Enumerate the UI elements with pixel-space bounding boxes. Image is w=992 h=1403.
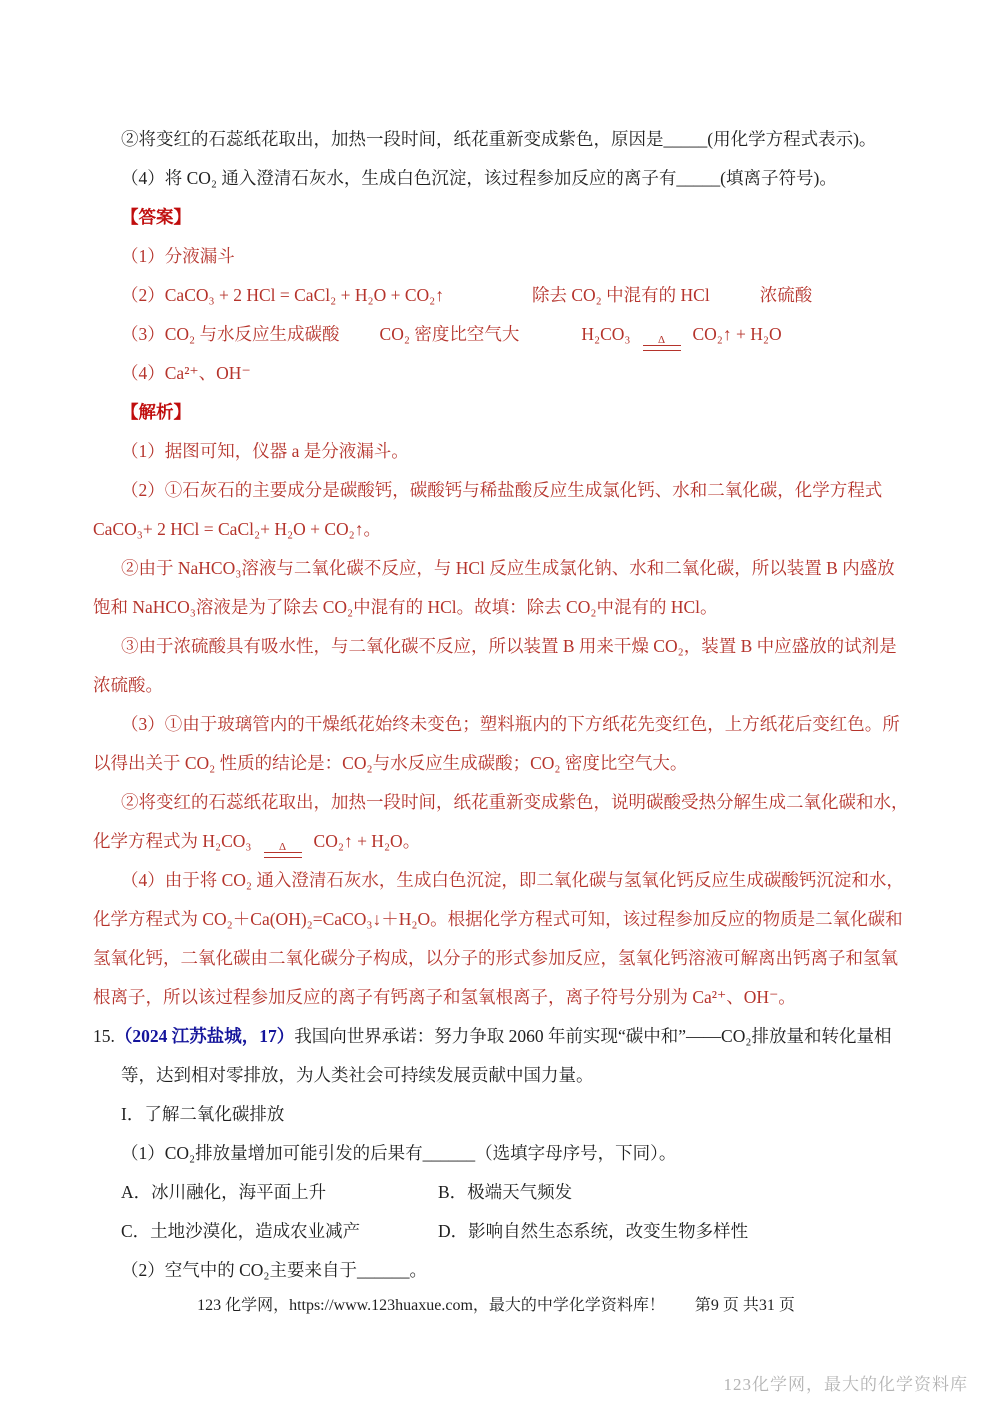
document-body (93, 120, 909, 1290)
text-line (93, 510, 904, 549)
text-run: 除去 CO₂ 中混有的 HCl (532, 285, 710, 305)
text-run: 浓硫酸。 (93, 675, 163, 695)
delta-heat-symbol: Δ (643, 335, 681, 351)
text-run: 氢氧化钙，二氧化碳由二氧化碳分子构成，以分子的形式参加反应，氢氧化钙溶液可解离出钙离子和氢氧 (93, 948, 898, 968)
text-run: B．极端天气频发 (438, 1182, 573, 1202)
text-run: （3）CO₂ 与水反应生成碳酸 (121, 324, 340, 344)
text-line (93, 198, 904, 237)
text-line (93, 354, 904, 393)
text-run: I．了解二氧化碳排放 (121, 1104, 285, 1124)
text-line (93, 1056, 904, 1095)
text-line (93, 120, 904, 159)
text-line (93, 159, 904, 198)
footer-page-number: 第9 页 共31 页 (694, 1297, 795, 1314)
text-line (93, 900, 904, 939)
text-run: D．影响自然生态系统，改变生物多样性 (438, 1221, 749, 1241)
text-line (93, 315, 904, 354)
text-run: CO₂↑ + H₂O (692, 324, 782, 344)
text-run: CaCO₃+ 2 HCl = CaCl₂+ H₂O + CO₂↑。 (93, 519, 381, 539)
text-run: ②由于 NaHCO₃溶液与二氧化碳不反应，与 HCl 反应生成氯化钠、水和二氧化碳，所以装置 B 内盛放 (121, 558, 895, 578)
text-run: （4）由于将 CO₂ 通入澄清石灰水，生成白色沉淀，即二氧化碳与氢氧化钙反应生成碳酸钙沉淀和水， (121, 870, 904, 890)
text-line (93, 432, 904, 471)
text-run: 【答案】 (121, 207, 191, 227)
text-run: （2024 江苏盐城，17） (114, 1026, 295, 1046)
text-run: （2）CaCO₃ + 2 HCl = CaCl₂ + H₂O + CO₂↑ (121, 285, 444, 305)
text-run: （1）CO₂排放量增加可能引发的后果有______（选填字母序号，下同）。 (121, 1143, 677, 1163)
text-run: 化学方程式为 CO₂＋Ca(OH)₂=CaCO₃↓＋H₂O。根据化学方程式可知，该过程参加反应的物质是二氧化碳和 (93, 909, 903, 929)
text-line (93, 822, 904, 861)
text-run: 【解析】 (121, 402, 191, 422)
text-run: A．冰川融化，海平面上升 (121, 1182, 327, 1202)
watermark: 123化学网，最大的化学资料库 (723, 1375, 968, 1394)
text-line (93, 783, 909, 822)
text-line (93, 744, 904, 783)
text-run: ②将变红的石蕊纸花取出，加热一段时间，纸花重新变成紫色，原因是_____(用化学方程式表示)。 (121, 129, 877, 149)
page-footer (0, 1294, 992, 1318)
text-run: ③由于浓硫酸具有吸水性，与二氧化碳不反应，所以装置 B 用来干燥 CO₂，装置 B 中应盛放的试剂是 (121, 636, 897, 656)
text-line (93, 237, 904, 276)
text-line (93, 861, 904, 900)
text-run: H₂CO₃ (581, 324, 631, 344)
text-run: ②将变红的石蕊纸花取出，加热一段时间，纸花重新变成紫色，说明碳酸受热分解生成二氧化碳和水， (121, 792, 909, 812)
text-run: （4）Ca²⁺、OH⁻ (121, 363, 251, 383)
text-line (93, 939, 904, 978)
text-run: 我国向世界承诺：努力争取 2060 年前实现“碳中和”——CO₂排放量和转化量相 (294, 1026, 892, 1046)
text-run: （1）据图可知，仪器 a 是分液漏斗。 (121, 441, 409, 461)
text-line (93, 549, 904, 588)
text-run: （3）①由于玻璃管内的干燥纸花始终未变色；塑料瓶内的下方纸花先变红色，上方纸花后变红色。所 (121, 714, 900, 734)
text-line (93, 1212, 904, 1251)
text-run: 15. (93, 1026, 115, 1046)
text-line (93, 393, 904, 432)
text-line (93, 471, 904, 510)
text-run: 饱和 NaHCO₃溶液是为了除去 CO₂中混有的 HCl。故填：除去 CO₂中混有的 HCl。 (93, 597, 718, 617)
text-run: 等，达到相对零排放，为人类社会可持续发展贡献中国力量。 (121, 1065, 594, 1085)
text-run: （4）将 CO₂ 通入澄清石灰水，生成白色沉淀，该过程参加反应的离子有_____(填离子符号)。 (121, 168, 837, 188)
text-run: CO₂ 密度比空气大 (379, 324, 520, 344)
text-line (93, 1251, 904, 1290)
text-run: （2）空气中的 CO₂主要来自于______。 (121, 1260, 428, 1280)
text-line (93, 978, 904, 1017)
text-line (93, 627, 904, 666)
text-line (93, 1173, 904, 1212)
text-run: 化学方程式为 H₂CO₃ (93, 831, 252, 851)
text-run: CO₂↑ + H₂O。 (313, 831, 421, 851)
footer-site-info: 123 化学网，https://www.123huaxue.com，最大的中学化学资料库！ (197, 1297, 665, 1314)
text-run: 根离子，所以该过程参加反应的离子有钙离子和氢氧根离子，离子符号分别为 Ca²⁺、OH⁻。 (93, 987, 796, 1007)
text-line (93, 1017, 904, 1056)
text-line (93, 1095, 904, 1134)
text-run: （1）分液漏斗 (121, 246, 235, 266)
text-run: 以得出关于 CO₂ 性质的结论是：CO₂与水反应生成碳酸；CO₂ 密度比空气大。 (93, 753, 688, 773)
text-line (93, 666, 904, 705)
text-line (93, 1134, 904, 1173)
text-run: C．土地沙漠化，造成农业减产 (121, 1221, 361, 1241)
delta-heat-symbol: Δ (264, 842, 302, 858)
text-run: （2）①石灰石的主要成分是碳酸钙，碳酸钙与稀盐酸反应生成氯化钙、水和二氧化碳，化学方程式 (121, 480, 883, 500)
text-line (93, 588, 904, 627)
text-run: 浓硫酸 (759, 285, 813, 305)
text-line (93, 705, 904, 744)
text-line (93, 276, 904, 315)
